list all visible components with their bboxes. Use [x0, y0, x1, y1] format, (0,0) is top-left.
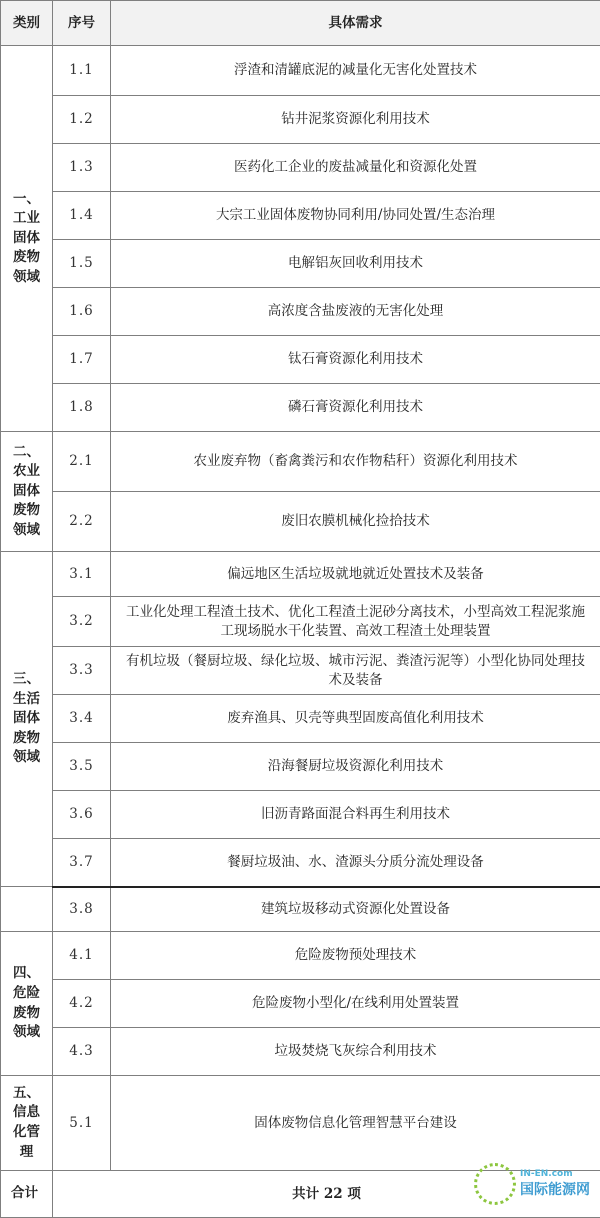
category-line: 工业 — [9, 209, 44, 229]
requirement-text: 餐厨垃圾油、水、渣源头分质分流处理设备 — [111, 839, 600, 887]
requirement-text: 危险废物小型化/在线利用处置装置 — [111, 980, 600, 1028]
row-number: 2.1 — [53, 432, 111, 492]
requirement-text: 大宗工业固体废物协同利用/协同处置/生态治理 — [111, 192, 600, 240]
category-line: 农业 — [9, 462, 44, 482]
category-cell — [1, 887, 53, 932]
row-number: 3.3 — [53, 647, 111, 695]
category-line: 四、 — [9, 964, 44, 984]
row-number: 2.2 — [53, 492, 111, 552]
requirement-text: 旧沥青路面混合料再生利用技术 — [111, 791, 600, 839]
header-row — [1, 1, 600, 46]
requirement-text: 偏远地区生活垃圾就地就近处置技术及装备 — [111, 552, 600, 597]
row-number: 3.5 — [53, 743, 111, 791]
table-row — [1, 1028, 600, 1076]
category-line: 危险 — [9, 984, 44, 1004]
requirement-text: 高浓度含盐废液的无害化处理 — [111, 288, 600, 336]
header-number: 序号 — [53, 1, 111, 46]
requirement-text: 钻井泥浆资源化利用技术 — [111, 96, 600, 144]
category-line: 废物 — [9, 501, 44, 521]
requirement-text: 医药化工企业的废盐减量化和资源化处置 — [111, 144, 600, 192]
row-number: 5.1 — [53, 1076, 111, 1171]
table-row — [1, 552, 600, 597]
row-number: 1.1 — [53, 46, 111, 96]
requirement-text: 钛石膏资源化利用技术 — [111, 336, 600, 384]
table-row — [1, 791, 600, 839]
table-row — [1, 647, 600, 695]
table-row — [1, 288, 600, 336]
row-number: 1.2 — [53, 96, 111, 144]
category-line: 废物 — [9, 729, 44, 749]
category-line: 化管 — [9, 1123, 44, 1143]
row-number: 1.5 — [53, 240, 111, 288]
row-number: 4.3 — [53, 1028, 111, 1076]
table-row — [1, 597, 600, 647]
requirement-text: 危险废物预处理技术 — [111, 932, 600, 980]
category-line: 三、 — [9, 670, 44, 690]
category-line: 废物 — [9, 1004, 44, 1024]
table-row — [1, 46, 600, 96]
category-line: 五、 — [9, 1084, 44, 1104]
row-number: 3.1 — [53, 552, 111, 597]
table-row — [1, 695, 600, 743]
table-row — [1, 1076, 600, 1171]
category-line: 领域 — [9, 748, 44, 768]
category-cell — [1, 1076, 53, 1171]
requirement-text: 磷石膏资源化利用技术 — [111, 384, 600, 432]
table-row — [1, 144, 600, 192]
row-number: 4.2 — [53, 980, 111, 1028]
category-line: 废物 — [9, 248, 44, 268]
table-row — [1, 932, 600, 980]
table-row — [1, 192, 600, 240]
requirement-text: 浮渣和清罐底泥的减量化无害化处置技术 — [111, 46, 600, 96]
requirement-text: 农业废弃物（畜禽粪污和农作物秸秆）资源化利用技术 — [111, 432, 600, 492]
category-line: 理 — [9, 1143, 44, 1163]
table-row — [1, 743, 600, 791]
row-number: 1.7 — [53, 336, 111, 384]
category-line: 二、 — [9, 443, 44, 463]
table-row — [1, 980, 600, 1028]
category-line: 一、 — [9, 190, 44, 210]
row-number: 4.1 — [53, 932, 111, 980]
table-row — [1, 887, 600, 932]
requirement-text: 固体废物信息化管理智慧平台建设 — [111, 1076, 600, 1171]
category-cell — [1, 46, 53, 432]
row-number: 1.6 — [53, 288, 111, 336]
category-line: 固体 — [9, 709, 44, 729]
row-number: 3.6 — [53, 791, 111, 839]
total-label: 合计 — [1, 1171, 53, 1218]
requirement-text: 废弃渔具、贝壳等典型固废高值化利用技术 — [111, 695, 600, 743]
table-row — [1, 432, 600, 492]
requirement-text: 沿海餐厨垃圾资源化利用技术 — [111, 743, 600, 791]
table-row — [1, 240, 600, 288]
row-number: 3.4 — [53, 695, 111, 743]
category-line: 领域 — [9, 1023, 44, 1043]
category-line: 生活 — [9, 690, 44, 710]
category-line: 信息 — [9, 1103, 44, 1123]
requirement-text: 工业化处理工程渣土技术、优化工程渣土泥砂分离技术，小型高效工程泥浆施工现场脱水干化装置、高效工程渣土处理装置 — [111, 597, 600, 647]
category-cell — [1, 552, 53, 887]
category-cell — [1, 932, 53, 1076]
requirement-text: 有机垃圾（餐厨垃圾、绿化垃圾、城市污泥、粪渣污泥等）小型化协同处理技术及装备 — [111, 647, 600, 695]
table-row — [1, 492, 600, 552]
table-row — [1, 336, 600, 384]
row-number: 1.4 — [53, 192, 111, 240]
table-row — [1, 96, 600, 144]
table-row — [1, 839, 600, 887]
total-row — [1, 1171, 600, 1218]
category-line: 领域 — [9, 268, 44, 288]
category-line: 固体 — [9, 482, 44, 502]
requirement-text: 垃圾焚烧飞灰综合利用技术 — [111, 1028, 600, 1076]
row-number: 1.8 — [53, 384, 111, 432]
watermark-en: IN-EN.com — [520, 1169, 590, 1179]
header-category: 类别 — [1, 1, 53, 46]
row-number: 3.7 — [53, 839, 111, 887]
total-value: 共计 22 项 — [53, 1171, 600, 1218]
category-cell — [1, 432, 53, 552]
row-number: 1.3 — [53, 144, 111, 192]
row-number: 3.2 — [53, 597, 111, 647]
row-number: 3.8 — [53, 887, 111, 932]
watermark-cn: 国际能源网 — [520, 1179, 590, 1199]
category-line: 领域 — [9, 521, 44, 541]
category-line: 固体 — [9, 229, 44, 249]
requirement-text: 电解铝灰回收利用技术 — [111, 240, 600, 288]
table-row — [1, 384, 600, 432]
requirement-text: 废旧农膜机械化捡拾技术 — [111, 492, 600, 552]
requirement-text: 建筑垃圾移动式资源化处置设备 — [111, 887, 600, 932]
header-requirement: 具体需求 — [111, 1, 600, 46]
